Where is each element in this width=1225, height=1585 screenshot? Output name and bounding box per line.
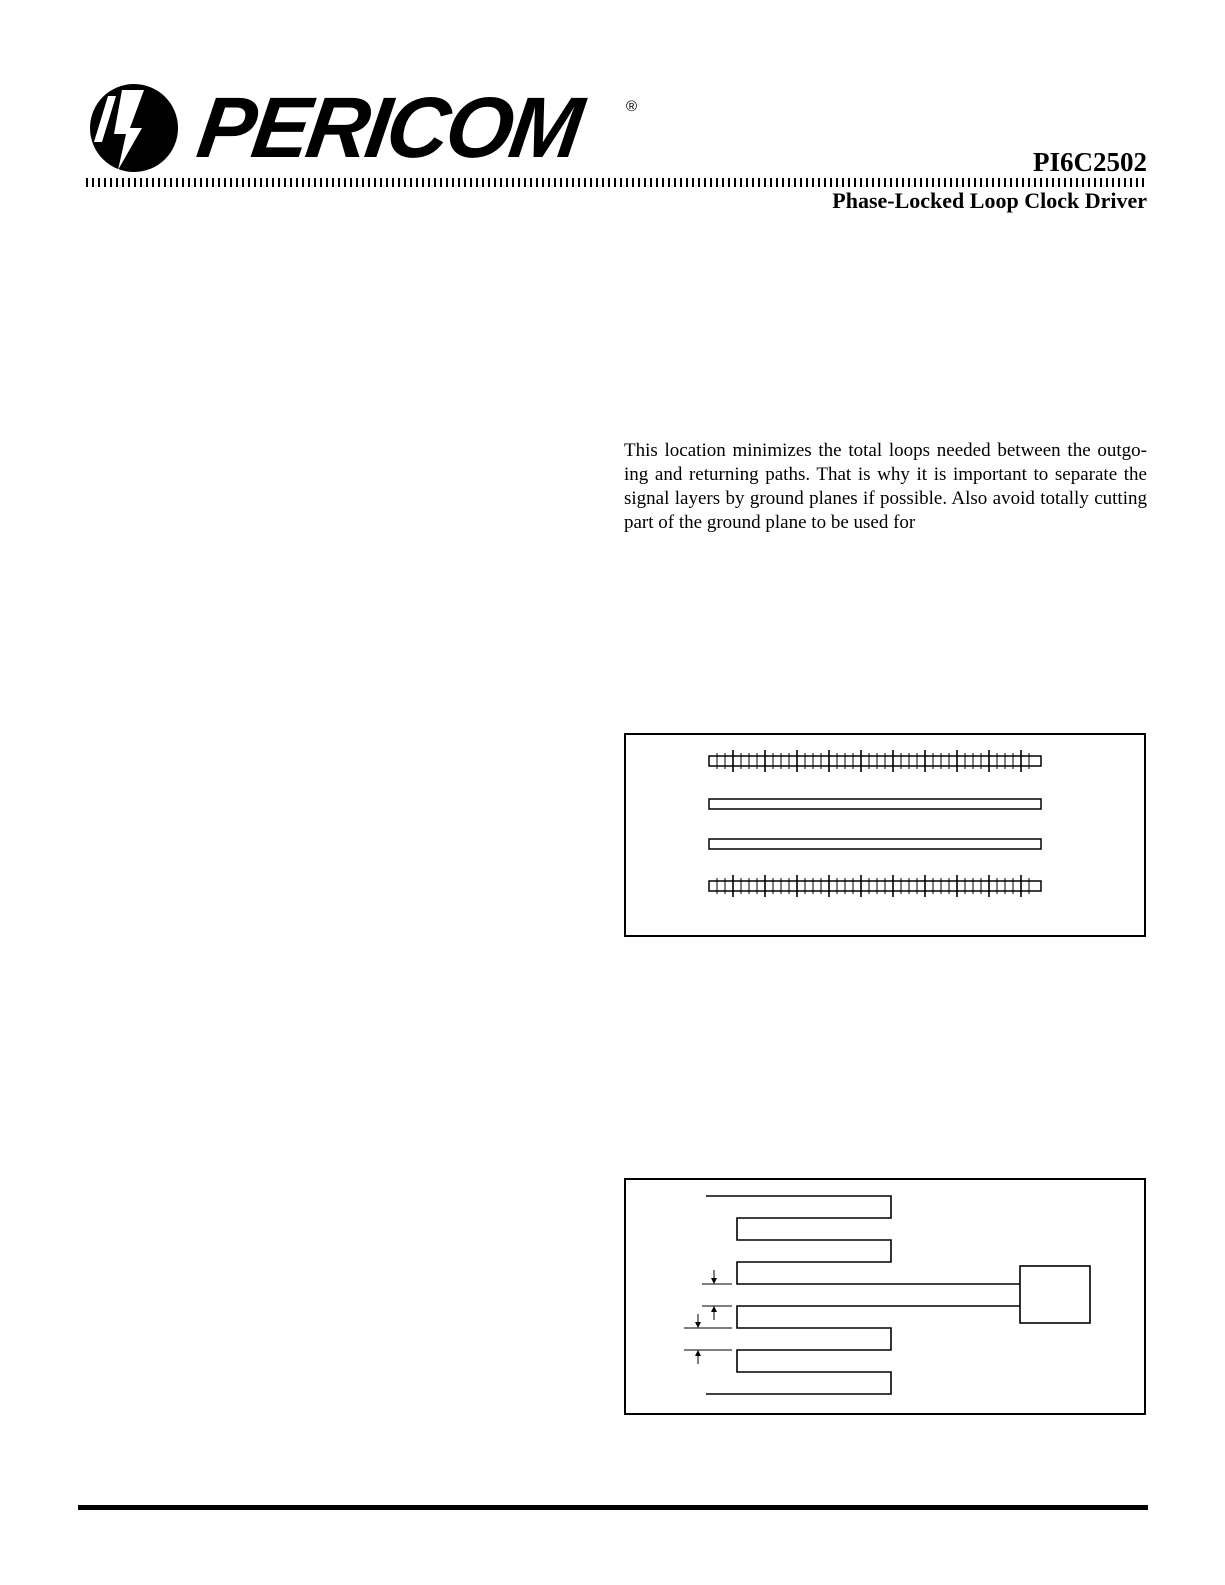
pericom-logo-mark-icon [82,82,186,174]
serpentine-trace-diagram [624,1178,1146,1415]
driver-component-box [1020,1266,1090,1323]
pericom-logo [82,80,642,176]
layer-outline [709,756,1041,766]
signal-layer-top [709,750,1041,772]
serpentine-trace [706,1196,1020,1394]
layer-outline [709,881,1041,891]
header-tick-rule [86,178,1148,187]
layer-stack-figure [624,733,1146,937]
document-subtitle: Phase-Locked Loop Clock Driver [832,188,1147,213]
logo-wordmark: PERICOM [192,80,586,176]
power-plane-layer [709,839,1041,849]
signal-layer-bottom [709,875,1041,897]
ground-plane-layer [709,799,1041,809]
spacing-dimension-markers [684,1270,732,1364]
part-number: PI6C2502 [1033,147,1147,177]
footer-rule [78,1505,1148,1510]
registered-mark: ® [626,98,638,115]
body-paragraph: This location minimizes the total loops needed between the outgo-ing and returning paths. That is why it is important to separate the signal layers by ground planes if possible. Also avoid totally cutting part of the ground plane to be used for [624,440,1147,533]
serpentine-trace-figure [624,1178,1146,1415]
layer-stack-diagram [624,733,1146,937]
